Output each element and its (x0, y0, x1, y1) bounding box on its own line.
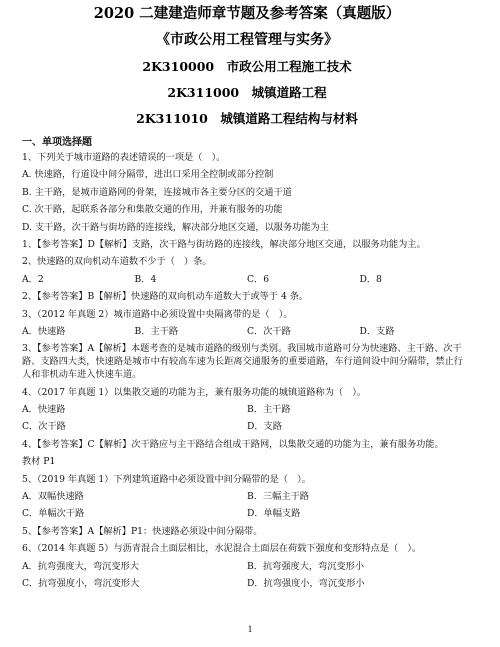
question-4-option-c: C．次干路 (22, 421, 66, 433)
question-type-heading: 一、单项选择题 (22, 137, 92, 148)
question-1-option-c: C. 次干路，起联系各部分和集散交通的作用，并兼有服务的功能 (22, 204, 283, 216)
question-2-option-b: B．4 (134, 273, 157, 285)
question-4-option-d: D．支路 (247, 421, 282, 433)
document-subtitle: 《市政公用工程管理与实务》 (156, 32, 338, 48)
question-3: 3、（2012 年真题 2）城市道路中必须设置中央隔离带的是（ ）。 (22, 308, 293, 320)
question-6: 6、（2014 年真题 5）与沥青混合土面层相比，水泥混合土面层在荷载下强度和变形特点是（ ）。 (22, 543, 422, 555)
question-2-option-c: C．6 (247, 273, 270, 285)
question-6-option-d: D．抗弯强度小，弯沉变形小 (247, 577, 365, 589)
question-4-option-a: A．快速路 (22, 404, 66, 416)
question-6-options-row-2 (22, 577, 472, 590)
question-1-option-d: D. 支干路，次干路与街坊路的连接线，解决部分地区交通，以服务功能为主 (22, 221, 329, 233)
question-5-option-c: C．单幅次干路 (22, 508, 85, 520)
section-heading: 2K311000 城镇道路工程 (167, 85, 327, 100)
question-5-options-row-2 (22, 507, 472, 520)
answer-1: 1、【参考答案】D【解析】支路，次干路与街坊路的连接线，解决部分地区交通，以服务功能为主。 (22, 238, 426, 250)
question-5-option-a: A．双幅快速路 (22, 491, 84, 503)
page-number: 1 (247, 624, 253, 634)
question-4-options-row-1 (22, 403, 472, 416)
answer-3: 3、【参考答案】A【解析】本题考查的是城市道路的级别与类别。我国城市道路可分为快速路、主干路、次干路、支路四大类，快速路是城市中有较高车速为长距离交通服务的重要道路，车行道间设中间分隔带，禁止行人和非机动车进入快速车道。 (22, 343, 463, 381)
question-5-option-b: B．三幅主干路 (247, 491, 309, 503)
chapter-heading: 2K310000 市政公用工程施工技术 (142, 59, 352, 74)
question-1: 1、下列关于城市道路的表述错误的一项是（ ）。 (22, 152, 226, 163)
question-3-option-a: A．快速路 (22, 325, 66, 337)
question-6-option-c: C．抗弯强度小，弯沉变形大 (22, 577, 140, 589)
question-5: 5、（2019 年真题 1）下列建筑道路中必须设置中间分隔带的是（ ）。 (22, 473, 311, 485)
question-4-option-b: B．主干路 (247, 404, 291, 416)
question-5-options-row-1 (22, 490, 472, 503)
answer-5: 5、【参考答案】A【解析】P1：快速路必须设中间分隔带。 (22, 525, 263, 537)
question-3-option-b: B．主干路 (134, 325, 179, 337)
question-6-option-a: A．抗弯强度大，弯沉变形大 (22, 560, 139, 572)
answer-4: 4、【参考答案】C【解析】次干路应与主干路结合组成干路网，以集散交通的功能为主，兼有服务功能。 (22, 438, 444, 450)
question-6-option-b: B．抗弯强度大，弯沉变形小 (247, 560, 365, 572)
question-1-option-b: B. 主干路，是城市道路网的骨架，连接城市各主要分区的交通干道 (22, 186, 292, 198)
answer-2: 2、【参考答案】B【解析】快速路的双向机动车道数大于或等于 4 条。 (22, 291, 309, 303)
question-2: 2、快速路的双向机动车道数不少于（ ）条。 (22, 256, 212, 268)
question-2-option-a: A．2 (22, 273, 44, 285)
question-3-options (22, 325, 472, 338)
subsection-heading: 2K311010 城镇道路工程结构与材料 (136, 111, 358, 126)
question-3-option-d: D．支路 (359, 325, 395, 337)
question-3-option-c: C．次干路 (247, 325, 291, 337)
question-2-option-d: D．8 (359, 273, 382, 285)
document-title: 2020 二建建造师章节题及参考答案（真题版） (93, 5, 401, 22)
question-1-option-a: A. 快速路，行道设中间分隔带，进出口采用全控制或部分控制 (22, 169, 274, 181)
question-6-options-row-1 (22, 560, 472, 573)
question-5-option-d: D．单幅支路 (247, 508, 301, 520)
question-4: 4、（2017 年真题 1）以集散交通的功能为主，兼有服务功能的城镇道路称为（ ）。 (22, 386, 367, 398)
question-4-options-row-2 (22, 420, 472, 433)
answer-4-reference: 教材 P1 (22, 456, 56, 468)
question-2-options (22, 273, 472, 286)
